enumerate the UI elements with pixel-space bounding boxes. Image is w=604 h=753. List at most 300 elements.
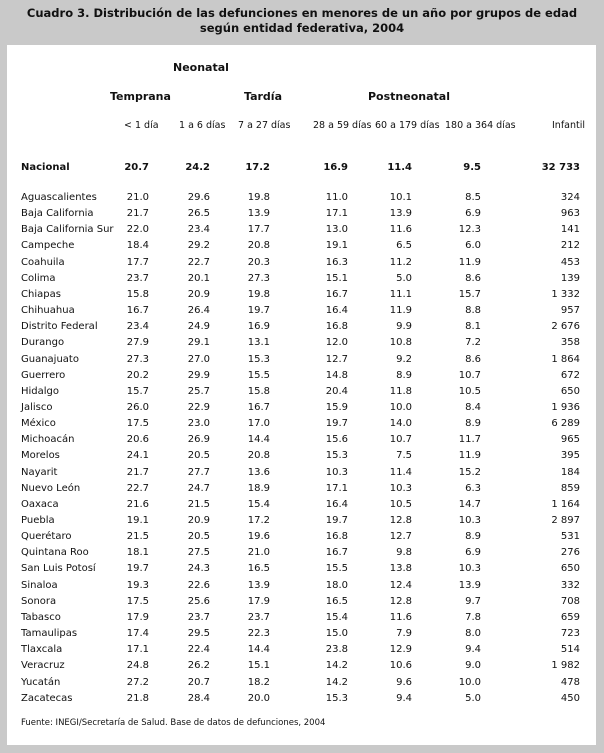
table-row <box>7 691 596 707</box>
value-cell: 10.3 <box>458 563 481 575</box>
state-name-cell: Colima <box>21 272 56 284</box>
table-row <box>7 675 596 691</box>
value-cell: 15.8 <box>126 288 149 300</box>
value-cell: 21.7 <box>126 466 149 478</box>
value-cell: 28.4 <box>187 692 210 704</box>
value-cell: 24.3 <box>187 563 210 575</box>
table-row <box>7 319 596 335</box>
value-cell: 24.8 <box>126 660 149 672</box>
value-cell: 11.9 <box>458 450 481 462</box>
header-tardia: Tardía <box>244 90 283 103</box>
value-cell: 11.4 <box>389 466 412 478</box>
state-name-cell: Sinaloa <box>21 579 58 591</box>
table-row <box>7 287 596 303</box>
value-cell: 20.0 <box>247 692 270 704</box>
value-cell: 21.5 <box>187 498 210 510</box>
value-cell: 11.2 <box>389 256 412 268</box>
value-cell: 29.2 <box>187 240 210 252</box>
table-row <box>7 368 596 384</box>
value-cell: 9.4 <box>465 644 481 656</box>
value-cell: 514 <box>560 644 580 656</box>
table-row <box>7 513 596 529</box>
state-name-cell: Puebla <box>21 515 55 526</box>
value-cell: 13.9 <box>247 208 270 220</box>
table-row <box>7 626 596 642</box>
value-cell: 14.0 <box>389 418 412 430</box>
value-cell: 24.1 <box>126 450 149 462</box>
value-cell: 17.7 <box>247 224 270 236</box>
value-cell: 672 <box>560 369 580 381</box>
value-cell: 8.6 <box>465 353 481 365</box>
value-cell: 650 <box>560 563 580 575</box>
value-cell: 332 <box>560 579 580 591</box>
value-cell: 10.5 <box>458 385 481 397</box>
state-name-cell: Nacional <box>21 162 70 173</box>
value-cell: 13.6 <box>247 466 270 478</box>
value-cell: 20.5 <box>187 531 210 543</box>
value-cell: 26.2 <box>187 660 210 672</box>
value-cell: 19.7 <box>325 515 348 526</box>
value-cell: 17.4 <box>126 628 149 640</box>
value-cell: 21.7 <box>126 208 149 220</box>
column-header: 7 a 27 días <box>238 120 291 131</box>
value-cell: 19.6 <box>247 531 270 543</box>
column-header: 1 a 6 días <box>179 120 226 131</box>
value-cell: 17.5 <box>126 418 149 430</box>
value-cell: 22.3 <box>247 628 270 640</box>
value-cell: 19.1 <box>325 240 348 252</box>
value-cell: 9.9 <box>396 321 412 333</box>
state-name-cell: Veracruz <box>21 660 65 672</box>
value-cell: 17.2 <box>247 515 270 526</box>
value-cell: 20.7 <box>124 162 149 173</box>
value-cell: 12.7 <box>325 353 348 365</box>
table-row <box>7 448 596 464</box>
value-cell: 20.9 <box>187 288 210 300</box>
value-cell: 9.7 <box>465 595 481 607</box>
state-name-cell: Guerrero <box>21 369 66 381</box>
value-cell: 453 <box>560 256 580 268</box>
value-cell: 18.0 <box>325 579 348 591</box>
table-row <box>7 255 596 271</box>
value-cell: 19.3 <box>126 579 149 591</box>
value-cell: 9.0 <box>465 660 481 672</box>
value-cell: 10.8 <box>389 337 412 349</box>
value-cell: 13.8 <box>389 563 412 575</box>
table-row <box>7 497 596 513</box>
value-cell: 17.1 <box>325 208 348 220</box>
state-name-cell: San Luis Potosí <box>21 563 96 575</box>
value-cell: 1 164 <box>551 498 580 510</box>
value-cell: 8.0 <box>465 628 481 640</box>
value-cell: 8.9 <box>465 418 481 430</box>
value-cell: 12.8 <box>389 595 412 607</box>
value-cell: 450 <box>560 692 580 704</box>
value-cell: 15.3 <box>325 692 348 704</box>
value-cell: 23.7 <box>126 272 149 284</box>
value-cell: 26.0 <box>126 401 149 413</box>
value-cell: 15.7 <box>458 288 481 300</box>
source-note: Fuente: INEGI/Secretaría de Salud. Base de datos de defunciones, 2004 <box>21 718 326 728</box>
value-cell: 9.4 <box>396 692 412 704</box>
header-neonatal: Neonatal <box>173 61 229 74</box>
value-cell: 20.1 <box>187 272 210 284</box>
value-cell: 11.6 <box>389 224 412 236</box>
value-cell: 27.2 <box>126 676 149 688</box>
value-cell: 17.5 <box>126 595 149 607</box>
value-cell: 22.7 <box>187 256 210 268</box>
value-cell: 24.9 <box>187 321 210 333</box>
value-cell: 1 982 <box>551 660 580 672</box>
value-cell: 16.7 <box>325 547 348 559</box>
value-cell: 20.6 <box>126 434 149 446</box>
value-cell: 10.3 <box>389 482 412 494</box>
state-name-cell: Aguascalientes <box>21 192 97 203</box>
column-header: 28 a 59 días <box>313 120 372 131</box>
table-row <box>7 384 596 400</box>
value-cell: 15.5 <box>247 369 270 381</box>
value-cell: 859 <box>560 482 580 494</box>
value-cell: 20.2 <box>126 369 149 381</box>
header-postneonatal: Postneonatal <box>368 90 450 103</box>
value-cell: 21.8 <box>126 692 149 704</box>
value-cell: 2 676 <box>551 321 580 333</box>
value-cell: 6 289 <box>551 418 580 430</box>
value-cell: 15.1 <box>325 272 348 284</box>
value-cell: 12.4 <box>389 579 412 591</box>
value-cell: 11.8 <box>389 385 412 397</box>
value-cell: 139 <box>560 272 580 284</box>
value-cell: 15.0 <box>325 628 348 640</box>
value-cell: 12.7 <box>389 531 412 543</box>
value-cell: 723 <box>560 628 580 640</box>
value-cell: 26.4 <box>187 305 210 317</box>
value-cell: 29.5 <box>187 628 210 640</box>
value-cell: 16.9 <box>247 321 270 333</box>
value-cell: 478 <box>560 676 580 688</box>
state-name-cell: Oaxaca <box>21 498 59 510</box>
value-cell: 16.8 <box>325 531 348 543</box>
value-cell: 12.3 <box>458 224 481 236</box>
value-cell: 19.8 <box>247 288 270 300</box>
column-header: < 1 día <box>124 120 159 131</box>
value-cell: 18.9 <box>247 482 270 494</box>
value-cell: 212 <box>560 240 580 252</box>
table-row <box>7 400 596 416</box>
value-cell: 19.1 <box>126 515 149 526</box>
value-cell: 19.8 <box>247 192 270 203</box>
value-cell: 29.9 <box>187 369 210 381</box>
table-panel <box>7 45 596 745</box>
value-cell: 23.7 <box>187 611 210 623</box>
value-cell: 5.0 <box>465 692 481 704</box>
value-cell: 17.0 <box>247 418 270 430</box>
value-cell: 14.2 <box>325 660 348 672</box>
value-cell: 12.0 <box>325 337 348 349</box>
value-cell: 708 <box>560 595 580 607</box>
state-name-cell: Distrito Federal <box>21 321 98 333</box>
state-name-cell: Sonora <box>21 595 57 607</box>
table-row <box>7 578 596 594</box>
state-name-cell: Guanajuato <box>21 353 79 365</box>
value-cell: 10.1 <box>389 192 412 203</box>
value-cell: 24.2 <box>185 162 210 173</box>
column-header: 180 a 364 días <box>445 120 516 131</box>
title-line-1: Cuadro 3. Distribución de las defunciones en menores de un año por grupos de edad <box>26 6 578 20</box>
table-row <box>7 206 596 222</box>
value-cell: 13.9 <box>247 579 270 591</box>
value-cell: 16.7 <box>247 401 270 413</box>
value-cell: 957 <box>560 305 580 317</box>
value-cell: 29.1 <box>187 337 210 349</box>
value-cell: 17.2 <box>245 162 270 173</box>
value-cell: 20.3 <box>247 256 270 268</box>
value-cell: 16.4 <box>325 498 348 510</box>
value-cell: 23.0 <box>187 418 210 430</box>
value-cell: 11.6 <box>389 611 412 623</box>
state-name-cell: Michoacán <box>21 434 75 446</box>
value-cell: 14.2 <box>325 676 348 688</box>
value-cell: 25.7 <box>187 385 210 397</box>
value-cell: 11.9 <box>458 256 481 268</box>
value-cell: 14.4 <box>247 644 270 656</box>
value-cell: 10.5 <box>389 498 412 510</box>
table-row <box>7 465 596 481</box>
value-cell: 11.0 <box>325 192 348 203</box>
value-cell: 324 <box>560 192 580 203</box>
state-name-cell: Jalisco <box>21 401 53 413</box>
table-row <box>7 545 596 561</box>
value-cell: 7.9 <box>396 628 412 640</box>
table-row <box>7 610 596 626</box>
value-cell: 15.1 <box>247 660 270 672</box>
state-name-cell: Tlaxcala <box>21 644 63 656</box>
value-cell: 6.9 <box>465 208 481 220</box>
value-cell: 6.9 <box>465 547 481 559</box>
value-cell: 14.7 <box>458 498 481 510</box>
value-cell: 22.4 <box>187 644 210 656</box>
value-cell: 32 733 <box>541 162 580 173</box>
value-cell: 14.4 <box>247 434 270 446</box>
value-cell: 6.5 <box>396 240 412 252</box>
table-row <box>7 303 596 319</box>
value-cell: 12.9 <box>389 644 412 656</box>
value-cell: 15.3 <box>247 353 270 365</box>
table-title <box>0 0 604 38</box>
value-cell: 15.6 <box>325 434 348 446</box>
value-cell: 14.8 <box>325 369 348 381</box>
value-cell: 15.8 <box>247 385 270 397</box>
value-cell: 26.5 <box>187 208 210 220</box>
value-cell: 19.7 <box>247 305 270 317</box>
value-cell: 358 <box>560 337 580 349</box>
value-cell: 7.5 <box>396 450 412 462</box>
value-cell: 16.5 <box>325 595 348 607</box>
value-cell: 11.7 <box>458 434 481 446</box>
value-cell: 11.9 <box>389 305 412 317</box>
value-cell: 20.8 <box>247 450 270 462</box>
table-row <box>7 271 596 287</box>
value-cell: 21.5 <box>126 531 149 543</box>
value-cell: 17.1 <box>325 482 348 494</box>
table-row <box>7 222 596 238</box>
state-name-cell: Coahuila <box>21 256 65 268</box>
value-cell: 8.9 <box>396 369 412 381</box>
state-name-cell: Campeche <box>21 240 75 252</box>
table-row <box>7 352 596 368</box>
value-cell: 20.9 <box>187 515 210 526</box>
value-cell: 12.8 <box>389 515 412 526</box>
value-cell: 10.7 <box>389 434 412 446</box>
value-cell: 15.3 <box>325 450 348 462</box>
value-cell: 27.3 <box>247 272 270 284</box>
value-cell: 1 332 <box>551 288 580 300</box>
value-cell: 27.9 <box>126 337 149 349</box>
state-name-cell: Tamaulipas <box>21 628 78 640</box>
value-cell: 963 <box>560 208 580 220</box>
table-row <box>7 561 596 577</box>
value-cell: 27.0 <box>187 353 210 365</box>
value-cell: 1 864 <box>551 353 580 365</box>
value-cell: 29.6 <box>187 192 210 203</box>
table-row <box>7 658 596 674</box>
value-cell: 7.2 <box>465 337 481 349</box>
value-cell: 9.6 <box>396 676 412 688</box>
value-cell: 15.5 <box>325 563 348 575</box>
state-name-cell: Hidalgo <box>21 385 60 397</box>
state-name-cell: Quintana Roo <box>21 547 89 559</box>
value-cell: 13.9 <box>389 208 412 220</box>
national-row <box>7 160 596 176</box>
value-cell: 10.6 <box>389 660 412 672</box>
value-cell: 20.5 <box>187 450 210 462</box>
value-cell: 19.7 <box>126 563 149 575</box>
value-cell: 23.4 <box>187 224 210 236</box>
value-cell: 8.9 <box>465 531 481 543</box>
header-temprana: Temprana <box>110 90 171 103</box>
state-name-cell: Baja California <box>21 208 94 220</box>
value-cell: 16.9 <box>323 162 348 173</box>
table-row <box>7 481 596 497</box>
state-name-cell: Morelos <box>21 450 60 462</box>
value-cell: 16.8 <box>325 321 348 333</box>
value-cell: 21.0 <box>247 547 270 559</box>
value-cell: 17.9 <box>247 595 270 607</box>
column-header: 60 a 179 días <box>375 120 440 131</box>
value-cell: 20.7 <box>187 676 210 688</box>
value-cell: 10.3 <box>325 466 348 478</box>
value-cell: 8.1 <box>465 321 481 333</box>
state-name-cell: Chiapas <box>21 288 61 300</box>
value-cell: 531 <box>560 531 580 543</box>
state-name-cell: Zacatecas <box>21 692 73 704</box>
value-cell: 16.4 <box>325 305 348 317</box>
value-cell: 13.0 <box>325 224 348 236</box>
table-row <box>7 432 596 448</box>
value-cell: 11.4 <box>387 162 412 173</box>
table-row <box>7 594 596 610</box>
value-cell: 650 <box>560 385 580 397</box>
value-cell: 22.7 <box>126 482 149 494</box>
value-cell: 2 897 <box>551 515 580 526</box>
value-cell: 23.8 <box>325 644 348 656</box>
value-cell: 141 <box>560 224 580 236</box>
value-cell: 23.7 <box>247 611 270 623</box>
value-cell: 23.4 <box>126 321 149 333</box>
value-cell: 25.6 <box>187 595 210 607</box>
value-cell: 1 936 <box>551 401 580 413</box>
value-cell: 276 <box>560 547 580 559</box>
value-cell: 18.4 <box>126 240 149 252</box>
value-cell: 16.5 <box>247 563 270 575</box>
column-header: Infantil <box>552 120 586 131</box>
value-cell: 6.3 <box>465 482 481 494</box>
state-name-cell: Baja California Sur <box>21 224 114 236</box>
value-cell: 16.7 <box>126 305 149 317</box>
value-cell: 395 <box>560 450 580 462</box>
state-name-cell: Nuevo León <box>21 482 81 494</box>
value-cell: 24.7 <box>187 482 210 494</box>
value-cell: 7.8 <box>465 611 481 623</box>
state-name-cell: Yucatán <box>21 676 61 688</box>
value-cell: 16.7 <box>325 288 348 300</box>
value-cell: 15.4 <box>247 498 270 510</box>
state-name-cell: Querétaro <box>21 531 72 543</box>
value-cell: 18.2 <box>247 676 270 688</box>
table-row <box>7 190 596 206</box>
value-cell: 10.0 <box>458 676 481 688</box>
value-cell: 21.0 <box>126 192 149 203</box>
value-cell: 16.3 <box>325 256 348 268</box>
value-cell: 15.2 <box>458 466 481 478</box>
value-cell: 11.1 <box>389 288 412 300</box>
value-cell: 9.5 <box>463 162 481 173</box>
value-cell: 10.0 <box>389 401 412 413</box>
title-line-2: según entidad federativa, 2004 <box>199 21 405 35</box>
value-cell: 184 <box>560 466 580 478</box>
state-name-cell: Chihuahua <box>21 305 75 317</box>
value-cell: 22.9 <box>187 401 210 413</box>
value-cell: 8.5 <box>465 192 481 203</box>
value-cell: 17.1 <box>126 644 149 656</box>
value-cell: 659 <box>560 611 580 623</box>
value-cell: 26.9 <box>187 434 210 446</box>
value-cell: 9.8 <box>396 547 412 559</box>
table-row <box>7 238 596 254</box>
state-name-cell: Durango <box>21 337 65 349</box>
value-cell: 9.2 <box>396 353 412 365</box>
value-cell: 27.3 <box>126 353 149 365</box>
value-cell: 8.8 <box>465 305 481 317</box>
value-cell: 20.8 <box>247 240 270 252</box>
state-name-cell: Tabasco <box>21 611 61 623</box>
value-cell: 10.7 <box>458 369 481 381</box>
value-cell: 8.4 <box>465 401 481 413</box>
table-row <box>7 335 596 351</box>
value-cell: 22.0 <box>126 224 149 236</box>
value-cell: 5.0 <box>396 272 412 284</box>
value-cell: 22.6 <box>187 579 210 591</box>
value-cell: 17.9 <box>126 611 149 623</box>
value-cell: 965 <box>560 434 580 446</box>
value-cell: 6.0 <box>465 240 481 252</box>
value-cell: 18.1 <box>126 547 149 559</box>
value-cell: 10.3 <box>458 515 481 526</box>
value-cell: 13.1 <box>247 337 270 349</box>
value-cell: 8.6 <box>465 272 481 284</box>
state-name-cell: México <box>21 418 56 430</box>
value-cell: 17.7 <box>126 256 149 268</box>
